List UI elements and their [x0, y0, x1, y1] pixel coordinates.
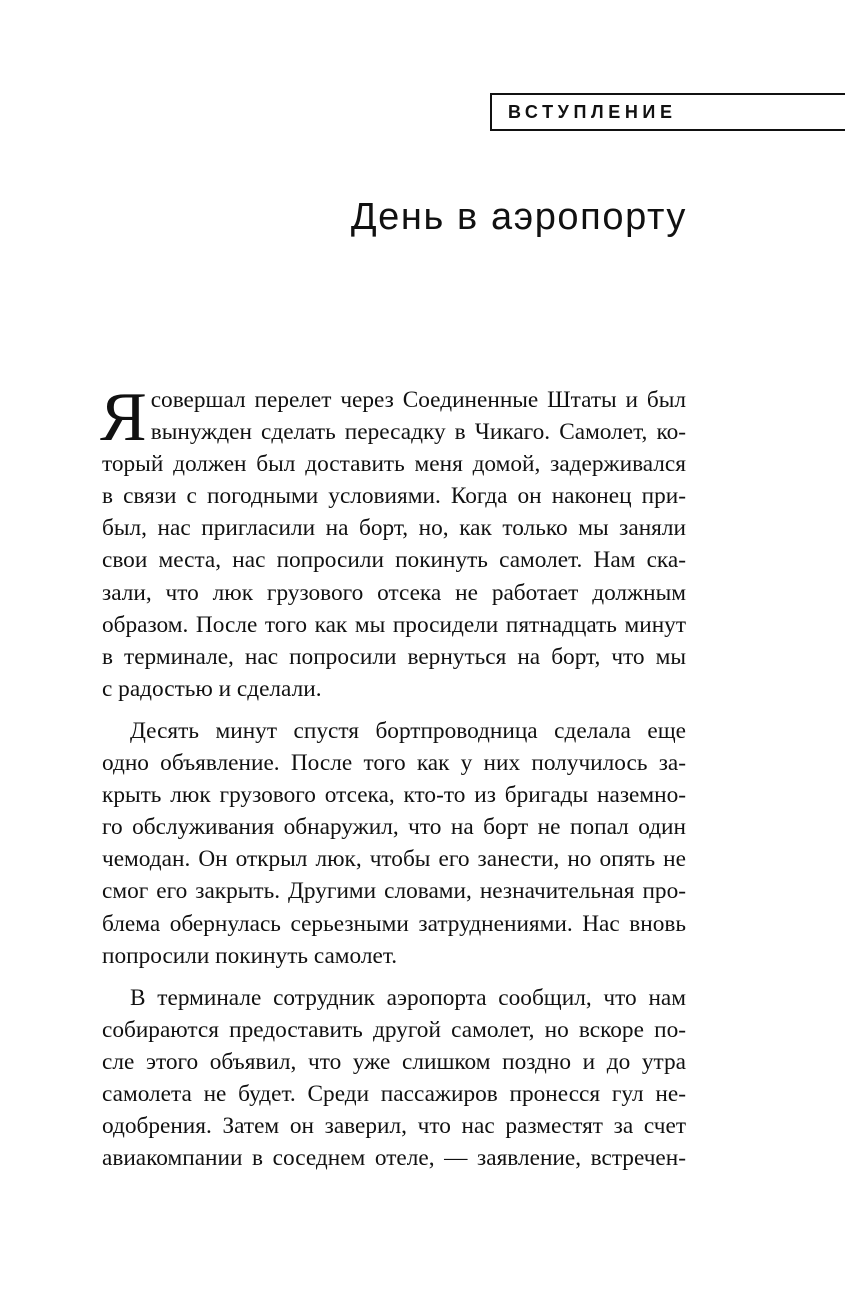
drop-cap: Я — [100, 379, 147, 456]
text-line: авиакомпании в соседнем отеле, — заявление, встречен- — [102, 1145, 686, 1172]
text-line: сле этого объявил, что уже слишком поздно и до утра — [102, 1048, 686, 1075]
chapter-title: День в аэропорту — [350, 196, 687, 239]
text-line: собираются предоставить другой самолет, но вскоре по- — [102, 1016, 686, 1043]
text-line: совершал перелет через Соединенные Штаты и был — [150, 387, 686, 413]
text-line: го обслуживания обнаружил, что на борт не попал один — [102, 814, 686, 841]
text-line: чемодан. Он открыл люк, чтобы его занести, но опять не — [102, 846, 686, 873]
text-line: самолета не будет. Среди пассажиров пронесся гул не- — [102, 1080, 686, 1107]
chapter-label: ВСТУПЛЕНИЕ — [508, 102, 677, 122]
body-text — [100, 379, 686, 1174]
paragraph-2 — [102, 715, 686, 972]
text-line: в терминале, нас попросили вернуться на борт, что мы — [102, 643, 686, 670]
text-line: зали, что люк грузового отсека не работает должным — [102, 579, 686, 606]
text-line: Десять минут спустя бортпроводница сделала еще — [130, 717, 686, 744]
text-line: блема обернулась серьезными затруднениями. Нас вновь — [102, 910, 686, 937]
text-line: с радостью и сделали. — [102, 675, 322, 702]
text-line: одобрения. Затем он заверил, что нас разместят за счет — [102, 1113, 686, 1140]
text-line: крыть люк грузового отсека, кто-то из бригады наземно- — [102, 782, 686, 809]
text-line: смог его закрыть. Другими словами, незначительная про- — [102, 878, 686, 905]
text-line: В терминале сотрудник аэропорта сообщил, что нам — [130, 984, 686, 1011]
text-line: вынужден сделать пересадку в Чикаго. Самолет, ко- — [150, 419, 686, 446]
text-line: в связи с погодными условиями. Когда он наконец при- — [102, 483, 686, 510]
text-line: торый должен был доставить меня домой, задерживался — [102, 451, 686, 478]
paragraph-1 — [100, 379, 686, 705]
text-line: попросили покинуть самолет. — [102, 942, 398, 969]
paragraph-3 — [102, 982, 686, 1175]
chapter-label-box — [490, 93, 845, 131]
text-line: одно объявление. После того как у них получилось за- — [102, 750, 686, 777]
text-line: был, нас пригласили на борт, но, как только мы заняли — [102, 515, 686, 542]
text-line: свои места, нас попросили покинуть самолет. Нам ска- — [102, 547, 686, 574]
text-line: образом. После того как мы просидели пятнадцать минут — [102, 611, 686, 638]
